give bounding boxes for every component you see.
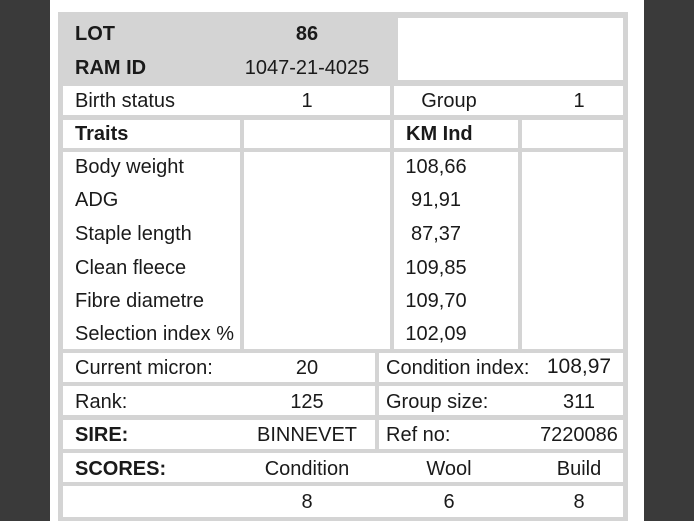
- rank-label: Rank:: [75, 391, 128, 413]
- scores-label: SCORES:: [75, 458, 167, 480]
- scores-build-label: Build: [556, 458, 602, 480]
- km-value: 108,66: [405, 156, 467, 178]
- ram-id-label: RAM ID: [75, 57, 147, 79]
- scores-condition-value: 8: [301, 491, 313, 513]
- current-micron-label: Current micron:: [75, 357, 213, 379]
- trait-name: Staple length: [75, 223, 192, 245]
- birth-status-value: 1: [301, 90, 313, 112]
- km-blank-column: [522, 152, 623, 349]
- trait-name: Selection index %: [75, 323, 234, 345]
- km-value: 109,85: [405, 257, 467, 279]
- condition-index-label: Condition index:: [386, 357, 530, 379]
- traits-blank-cell: [244, 120, 390, 148]
- km-blank-cell: [522, 120, 623, 148]
- scores-build-value: 8: [573, 491, 585, 513]
- km-value: 102,09: [405, 323, 467, 345]
- lot-value: 86: [295, 23, 319, 45]
- trait-blank-column: [244, 152, 390, 349]
- condition-index-value: 108,97: [546, 355, 612, 378]
- current-micron-value: 20: [295, 357, 319, 379]
- km-value: 91,91: [410, 189, 462, 211]
- km-values-column: [394, 152, 518, 349]
- group-value: 1: [573, 90, 585, 112]
- km-value: 87,37: [410, 223, 462, 245]
- lot-label: LOT: [75, 23, 115, 45]
- rank-value: 125: [290, 391, 324, 413]
- scores-wool-value: 6: [443, 491, 455, 513]
- ref-no-label: Ref no:: [386, 424, 451, 446]
- trait-names-column: [63, 152, 240, 349]
- scores-value-row: [63, 486, 623, 517]
- trait-name: Clean fleece: [75, 257, 187, 279]
- traits-heading: Traits: [75, 123, 129, 145]
- ref-no-value: 7220086: [540, 424, 618, 446]
- group-size-value: 311: [563, 391, 595, 413]
- group-label: Group: [421, 90, 477, 112]
- ram-id-value: 1047-21-4025: [244, 57, 370, 79]
- sire-value: BINNEVET: [256, 424, 358, 446]
- km-heading: KM Ind: [406, 123, 473, 145]
- km-value: 109,70: [405, 290, 467, 312]
- blank-header-box: [398, 18, 623, 80]
- birth-status-label: Birth status: [75, 90, 176, 112]
- scores-condition-label: Condition: [264, 458, 350, 480]
- sire-label: SIRE:: [75, 424, 129, 446]
- trait-name: Body weight: [75, 156, 184, 178]
- group-size-label: Group size:: [386, 391, 489, 413]
- trait-name: Fibre diametre: [75, 290, 204, 312]
- scores-wool-label: Wool: [426, 458, 472, 480]
- ram-data-card: [58, 12, 628, 521]
- trait-name: ADG: [75, 189, 119, 211]
